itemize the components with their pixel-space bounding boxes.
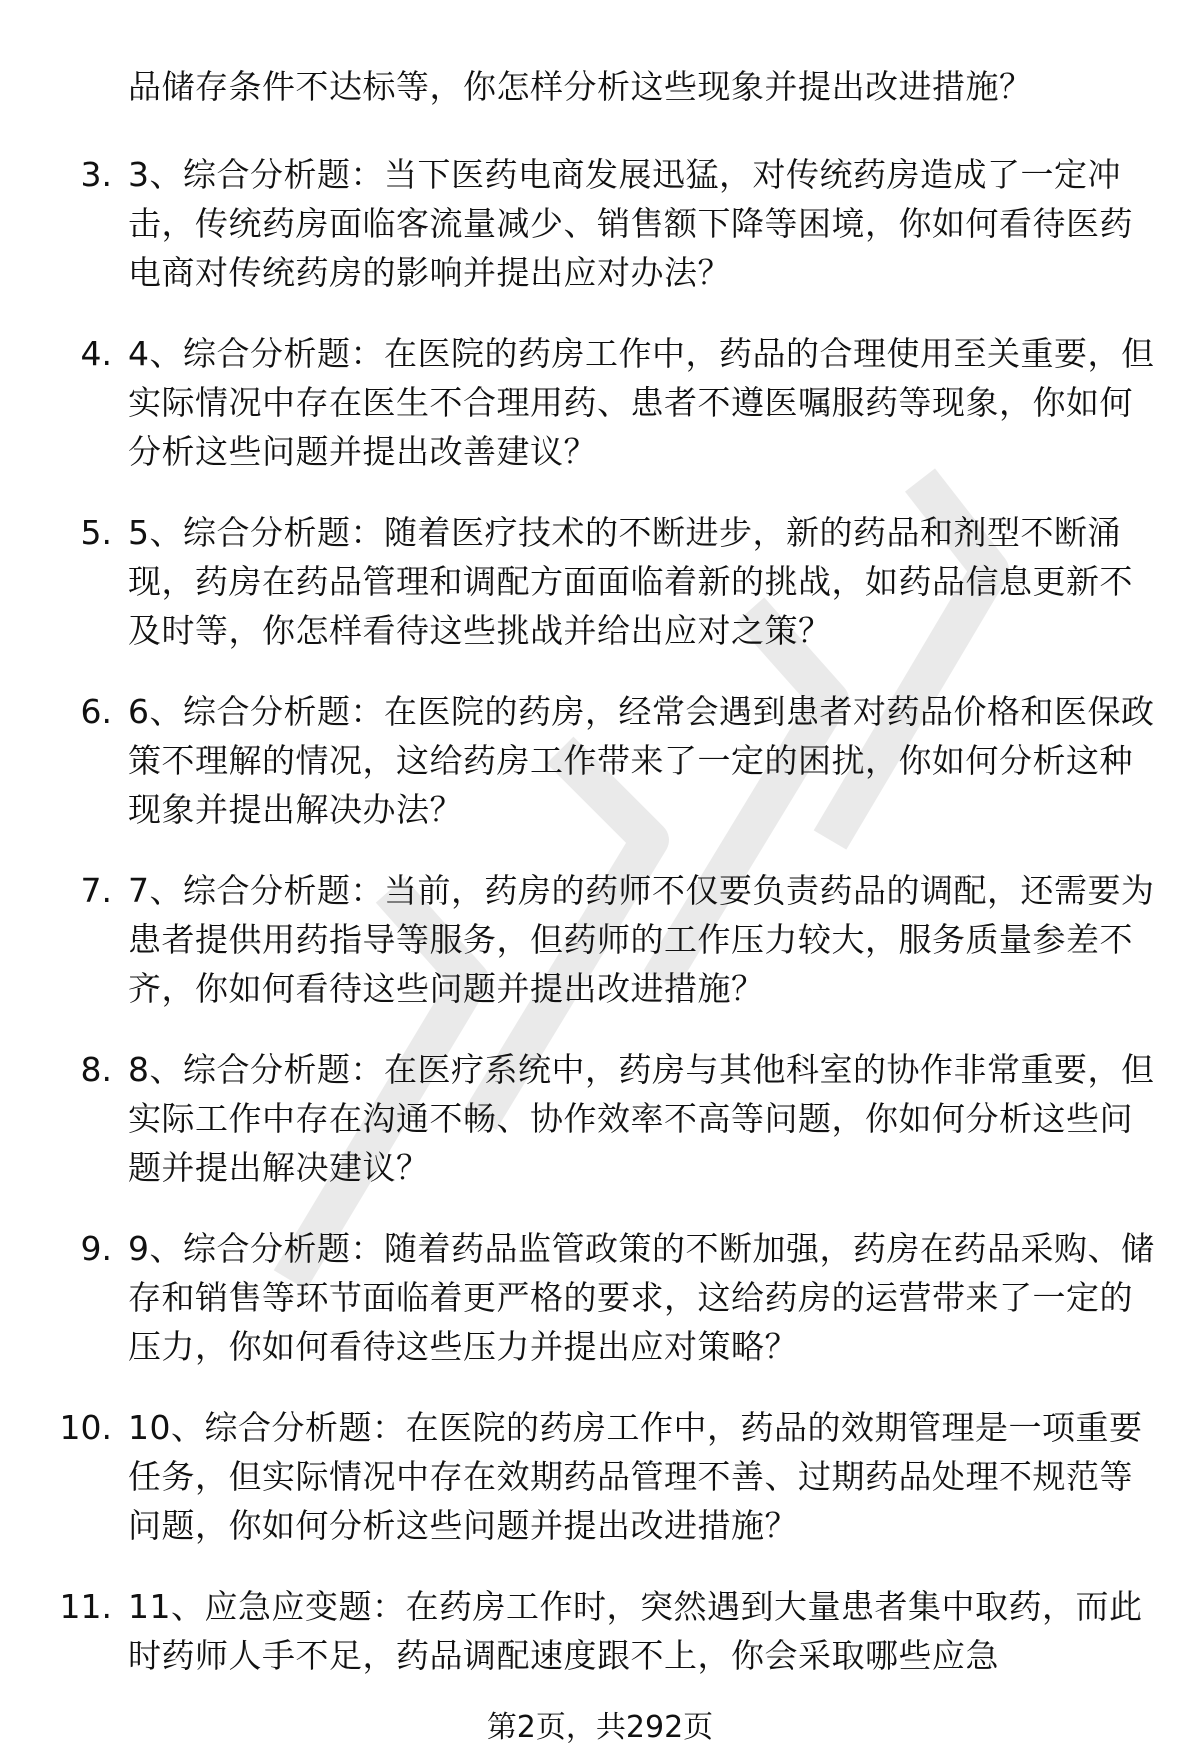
item-number: 11. bbox=[59, 1587, 112, 1626]
item-number: 10. bbox=[59, 1408, 112, 1447]
item-text: 11、应急应变题：在药房工作时，突然遇到大量患者集中取药，而此时药师人手不足，药品调配速度跟不上，你会采取哪些应急 bbox=[128, 1587, 1143, 1675]
item-text: 8、综合分析题：在医疗系统中，药房与其他科室的协作非常重要，但实际工作中存在沟通不畅、协作效率不高等问题，你如何分析这些问题并提出解决建议？ bbox=[128, 1050, 1155, 1187]
item-text: 5、综合分析题：随着医疗技术的不断进步，新的药品和剂型不断涌现，药房在药品管理和调配方面面临着新的挑战，如药品信息更新不及时等，你怎样看待这些挑战并给出应对之策？ bbox=[128, 513, 1133, 650]
continuation-text: 品储存条件不达标等，你怎样分析这些现象并提出改进措施？ bbox=[128, 67, 1033, 106]
item-number: 6. bbox=[80, 692, 112, 731]
item-text: 4、综合分析题：在医院的药房工作中，药品的合理使用至关重要，但实际情况中存在医生不合理用药、患者不遵医嘱服药等现象，你如何分析这些问题并提出改善建议？ bbox=[128, 334, 1155, 471]
item-number: 3. bbox=[80, 155, 112, 194]
item-number: 9. bbox=[80, 1229, 112, 1268]
item-text: 3、综合分析题：当下医药电商发展迅猛，对传统药房造成了一定冲击，传统药房面临客流量减少、销售额下降等困境，你如何看待医药电商对传统药房的影响并提出应对办法？ bbox=[128, 155, 1133, 292]
item-number: 5. bbox=[80, 513, 112, 552]
item-text: 10、综合分析题：在医院的药房工作中，药品的效期管理是一项重要任务，但实际情况中存在效期药品管理不善、过期药品处理不规范等问题，你如何分析这些问题并提出改进措施？ bbox=[128, 1408, 1143, 1545]
item-number: 7. bbox=[80, 871, 112, 910]
item-text: 7、综合分析题：当前，药房的药师不仅要负责药品的调配，还需要为患者提供用药指导等服务，但药师的工作压力较大，服务质量参差不齐，你如何看待这些问题并提出改进措施？ bbox=[128, 871, 1155, 1008]
item-text: 9、综合分析题：随着药品监管政策的不断加强，药房在药品采购、储存和销售等环节面临着更严格的要求，这给药房的运营带来了一定的压力，你如何看待这些压力并提出应对策略？ bbox=[128, 1229, 1155, 1366]
item-number: 8. bbox=[80, 1050, 112, 1089]
page-footer: 第2页，共292页 bbox=[486, 1710, 714, 1745]
item-text: 6、综合分析题：在医院的药房，经常会遇到患者对药品价格和医保政策不理解的情况，这给药房工作带来了一定的困扰，你如何分析这种现象并提出解决办法？ bbox=[128, 692, 1155, 829]
item-number: 4. bbox=[80, 334, 112, 373]
